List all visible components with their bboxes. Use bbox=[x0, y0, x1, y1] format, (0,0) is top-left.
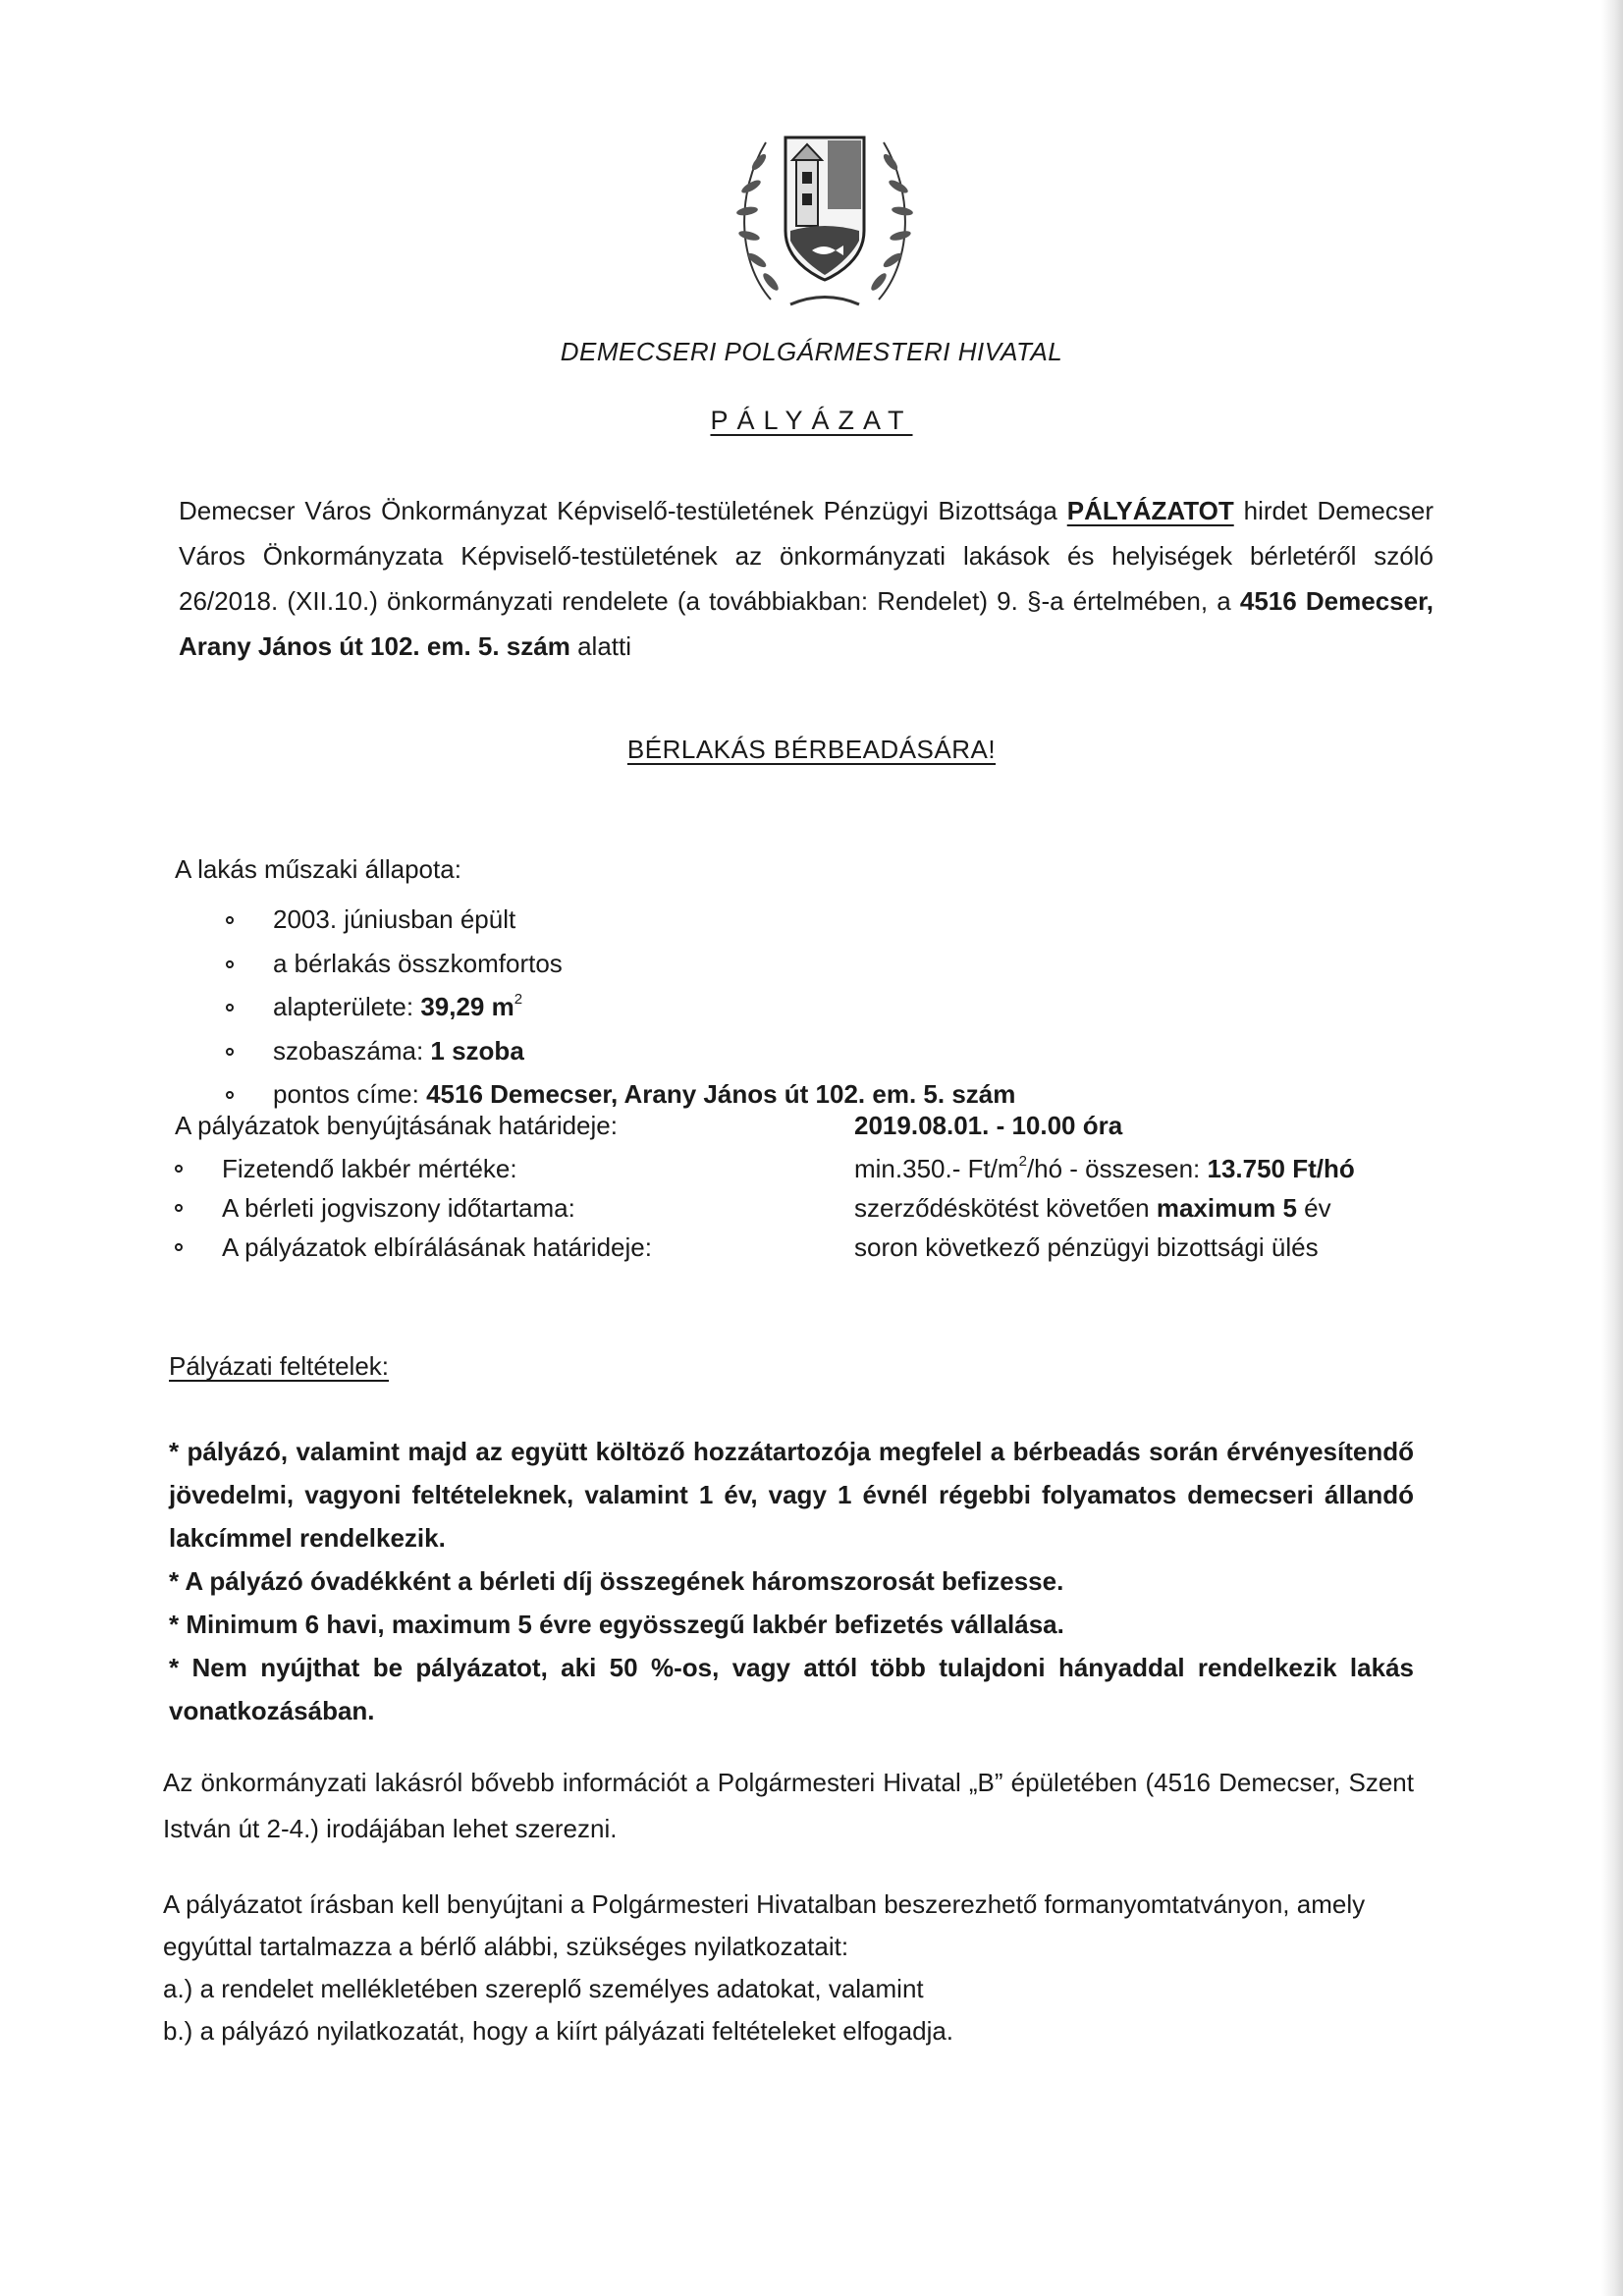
condition-4: * Nem nyújthat be pályázatot, aki 50 %-os, vagy attól több tulajdoni hányaddal rendelkezik lakás vonatkozásában. bbox=[169, 1653, 1414, 1725]
bullet-icon bbox=[226, 1091, 234, 1099]
submission-item-a: a.) a rendelet mellékletében szereplő személyes adatokat, valamint bbox=[163, 1974, 924, 2003]
condition-3: * Minimum 6 havi, maximum 5 évre egyösszegű lakbér befizetés vállalása. bbox=[169, 1610, 1064, 1639]
rent-mid: /hó - összesen: bbox=[1026, 1154, 1208, 1183]
eval-value: soron következő pénzügyi bizottsági ülés bbox=[854, 1232, 1319, 1262]
intro-text-1: Demecser Város Önkormányzat Képviselő-testületének Pénzügyi Bizottsága bbox=[179, 496, 1067, 525]
tech-list bbox=[226, 898, 1015, 1117]
submission-item-b: b.) a pályázó nyilatkozatát, hogy a kiírt pályázati feltételeket elfogadja. bbox=[163, 2016, 954, 2046]
document-title: PÁLYÁZAT bbox=[710, 406, 913, 435]
rental-heading: BÉRLAKÁS BÉRBEADÁSÁRA! bbox=[626, 735, 997, 764]
rent-value bbox=[854, 1147, 1355, 1190]
rent-min: min.350.- Ft/m bbox=[854, 1154, 1019, 1183]
term-row bbox=[175, 1186, 575, 1230]
rent-label: Fizetendő lakbér mértéke: bbox=[222, 1154, 517, 1183]
bullet-icon bbox=[175, 1204, 183, 1212]
eval-label: A pályázatok elbírálásának határideje: bbox=[222, 1232, 652, 1262]
rent-total: 13.750 Ft/hó bbox=[1207, 1154, 1355, 1183]
office-name: DEMECSERI POLGÁRMESTERI HIVATAL bbox=[560, 337, 1063, 366]
info-paragraph: Az önkormányzati lakásról bővebb információt a Polgármesteri Hivatal „B” épületében (4516 Demecser, Szent István út 2-4.) irodájában lehet szerezni. bbox=[163, 1768, 1414, 1843]
intro-text-2: hirdet Demecser Város Önkormányzata Képviselő-testületének az önkormányzati lakások és helyiségek bérletéről szóló 26/2018. (XII.10.) önkormányzati rendelete (a továbbiakban: Rendelet) 9. §-a értelmében, a bbox=[179, 496, 1434, 616]
address-value: 4516 Demecser, Arany János út 102. em. 5. szám bbox=[426, 1079, 1016, 1109]
bullet-icon bbox=[226, 960, 234, 968]
area-value: 39,29 m bbox=[420, 992, 514, 1021]
term-text: szerződéskötést követően bbox=[854, 1193, 1157, 1223]
list-item bbox=[226, 985, 1015, 1029]
bullet-icon bbox=[226, 1048, 234, 1056]
rooms-label: szobaszáma: bbox=[273, 1035, 431, 1066]
deadline-value: 2019.08.01. - 10.00 óra bbox=[854, 1111, 1123, 1140]
rent-superscript: 2 bbox=[1018, 1153, 1027, 1170]
intro-text-3: alatti bbox=[569, 631, 632, 661]
rent-row bbox=[175, 1147, 517, 1190]
term-value bbox=[854, 1186, 1331, 1230]
address-label: pontos címe: bbox=[273, 1079, 427, 1109]
list-item bbox=[226, 942, 1015, 986]
conditions-heading: Pályázati feltételek: bbox=[169, 1351, 390, 1381]
conditions-list bbox=[169, 1430, 1414, 1732]
tech-state-label: A lakás műszaki állapota: bbox=[175, 854, 461, 884]
bullet-icon bbox=[226, 916, 234, 924]
comfort-level: a bérlakás összkomfortos bbox=[273, 948, 563, 978]
submission-paragraph bbox=[163, 1884, 1430, 2052]
list-item bbox=[226, 898, 1015, 942]
intro-address: 4516 Demecser, Arany János út 102. em. 5. szám bbox=[179, 586, 1434, 661]
condition-1: * pályázó, valamint majd az együtt költöző hozzátartozója megfelel a bérbeadás során érvényesítendő jövedelmi, vagyoni feltételeknek, valamint 1 év, vagy 1 évnél régebbi folyamatos demecseri állandó lakcímmel rendelkezik. bbox=[169, 1437, 1414, 1553]
intro-paragraph bbox=[179, 488, 1434, 669]
coat-of-arms-icon bbox=[731, 103, 918, 314]
term-unit: év bbox=[1296, 1193, 1331, 1223]
bullet-icon bbox=[175, 1165, 183, 1173]
term-max: maximum 5 bbox=[1156, 1193, 1297, 1223]
area-superscript: 2 bbox=[514, 991, 523, 1008]
deadline-label: A pályázatok benyújtásának határideje: bbox=[175, 1111, 618, 1140]
term-label: A bérleti jogviszony időtartama: bbox=[222, 1193, 575, 1223]
intro-bold-1: PÁLYÁZATOT bbox=[1066, 496, 1234, 525]
submission-text: A pályázatot írásban kell benyújtani a Polgármesteri Hivatalban beszerezhető formanyomtatványon, amely egyúttal tartalmazza a bérlő alábbi, szükséges nyilatkozatait: bbox=[163, 1889, 1366, 1961]
built-date: 2003. júniusban épült bbox=[273, 904, 516, 934]
list-item bbox=[226, 1029, 1015, 1073]
rooms-value: 1 szoba bbox=[430, 1035, 524, 1066]
bullet-icon bbox=[226, 1004, 234, 1011]
bullet-icon bbox=[175, 1243, 183, 1251]
eval-row bbox=[175, 1226, 652, 1269]
area-label: alapterülete: bbox=[273, 992, 421, 1021]
condition-2: * A pályázó óvadékként a bérleti díj összegének háromszorosát befizesse. bbox=[169, 1566, 1064, 1596]
